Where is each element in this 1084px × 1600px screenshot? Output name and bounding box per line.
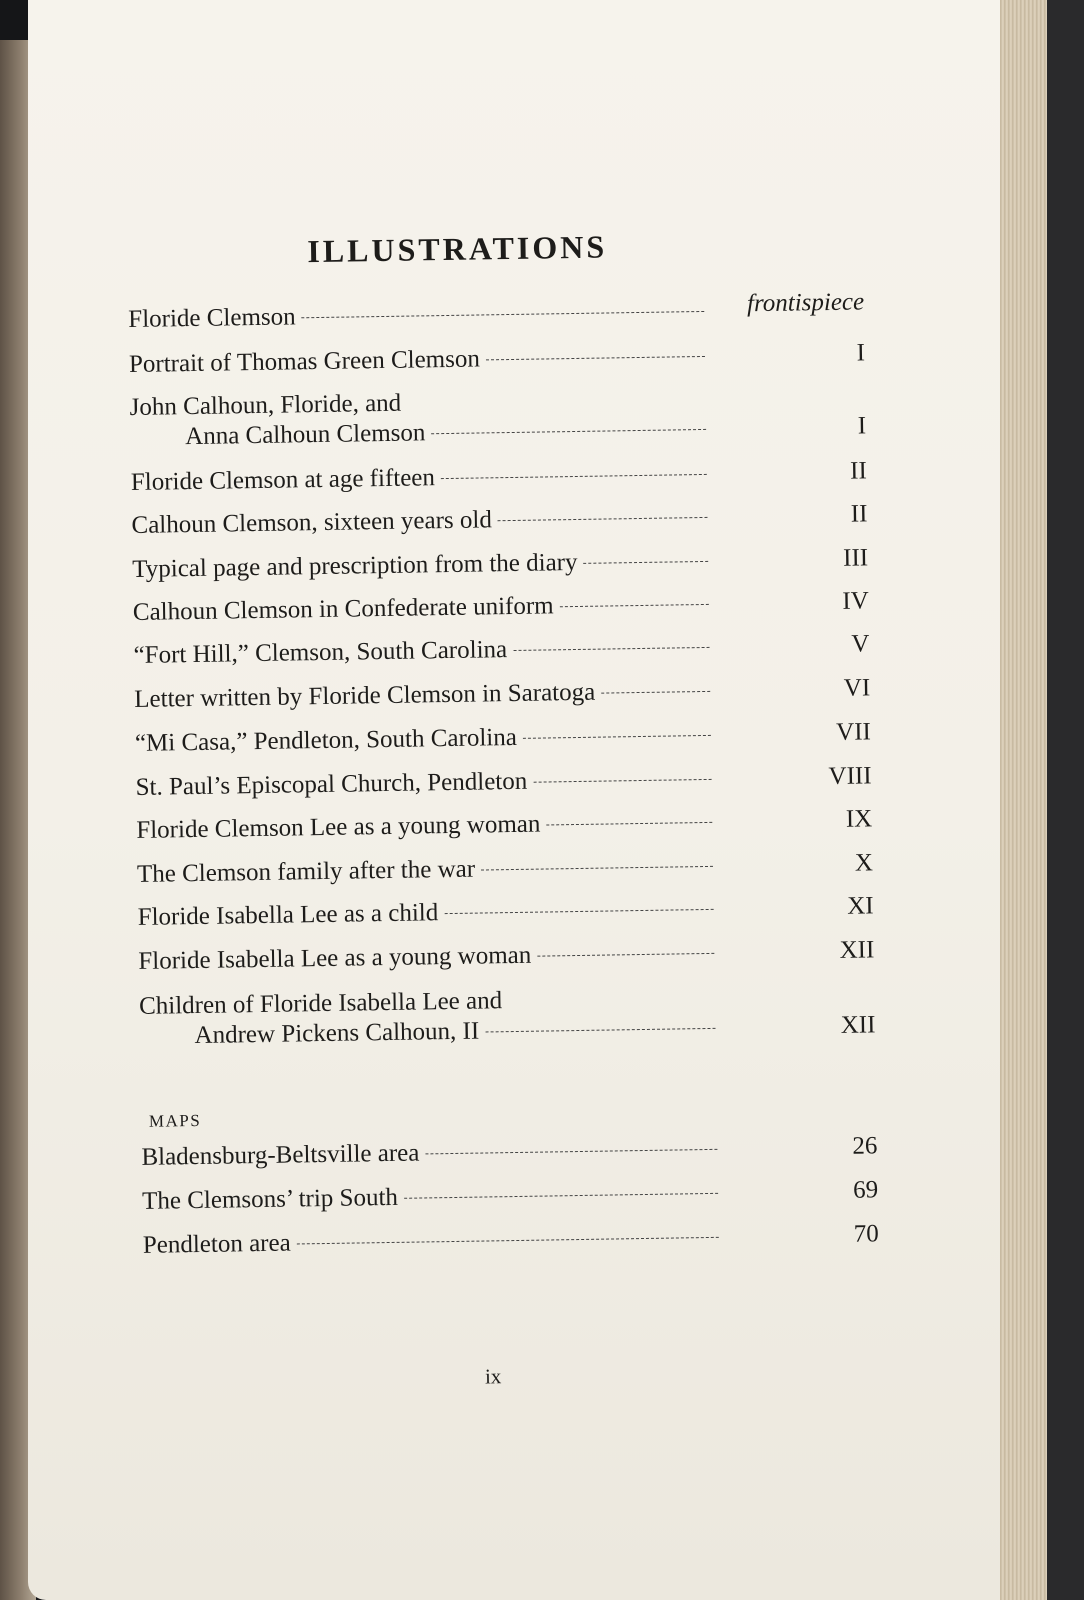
- entry-title: Portrait of Thomas Green Clemson: [128, 345, 481, 378]
- entry-line: [136, 804, 872, 846]
- dot-leader: [425, 1149, 717, 1155]
- illustration-entry: [137, 848, 873, 890]
- entry-title: Floride Clemson at age fifteen: [130, 464, 436, 496]
- entry-page-number: II: [849, 457, 867, 485]
- illustration-entry: [133, 586, 869, 628]
- entry-page-number: I: [856, 339, 866, 367]
- entry-line: [137, 891, 873, 933]
- book-page: [28, 0, 1000, 1600]
- background-edge: [1047, 0, 1084, 1600]
- illustration-entry: [135, 717, 871, 759]
- entry-title: Calhoun Clemson, sixteen years old: [131, 506, 493, 539]
- entry-page-number: IV: [842, 587, 870, 615]
- entry-line: [133, 629, 869, 671]
- illustration-entry: [138, 935, 874, 977]
- entry-page-number: XII: [839, 936, 875, 964]
- page-title: ILLUSTRATIONS: [307, 228, 608, 270]
- dot-leader: [404, 1193, 718, 1199]
- entry-page-number: VIII: [828, 762, 872, 791]
- entry-line: [137, 848, 873, 890]
- dot-leader: [444, 909, 713, 914]
- entry-line: [141, 1131, 877, 1173]
- entry-line: [129, 338, 865, 380]
- illustration-entry: [128, 288, 865, 335]
- entry-title: Letter written by Floride Clemson in Saratoga: [134, 678, 596, 713]
- entry-title: Typical page and prescription from the diary: [132, 548, 578, 583]
- entry-line: [143, 1219, 879, 1261]
- illustration-entry: [129, 338, 865, 380]
- entry-title: Floride Clemson Lee as a young woman: [136, 810, 541, 844]
- illustration-entry: [136, 804, 872, 846]
- entry-title: Floride Isabella Lee as a child: [137, 899, 439, 931]
- entry-title: St. Paul’s Episcopal Church, Pendleton: [135, 767, 528, 801]
- dot-leader: [513, 647, 709, 651]
- entry-line: [135, 761, 871, 803]
- entry-page-number: 70: [853, 1220, 879, 1248]
- dot-leader: [485, 1028, 715, 1033]
- entry-page-number: IX: [845, 805, 873, 833]
- entry-page-number: 69: [852, 1176, 879, 1204]
- entry-page-number: VII: [835, 718, 872, 746]
- map-entry: [141, 1131, 877, 1173]
- entry-title: Floride Isabella Lee as a young woman: [138, 941, 532, 975]
- entry-line: [133, 586, 869, 628]
- entry-title: Calhoun Clemson in Confederate uniform: [132, 592, 554, 626]
- dot-leader: [297, 1237, 719, 1245]
- map-entry: [143, 1219, 879, 1261]
- entry-page-number: frontispiece: [746, 288, 865, 318]
- map-entry: [142, 1175, 878, 1217]
- illustration-entry: [137, 891, 873, 933]
- entry-title: Floride Clemson: [128, 303, 296, 333]
- dot-leader: [441, 474, 707, 479]
- dot-leader: [583, 561, 708, 564]
- dot-leader: [498, 517, 708, 521]
- entry-title: “Fort Hill,” Clemson, South Carolina: [133, 636, 508, 669]
- dot-leader: [560, 604, 709, 607]
- entry-page-number: X: [854, 849, 874, 877]
- dot-leader: [302, 311, 705, 318]
- dot-leader: [533, 779, 711, 783]
- dot-leader: [546, 822, 712, 826]
- illustration-entry: [131, 499, 867, 541]
- entry-page-number: XI: [847, 892, 874, 920]
- entry-title: John Calhoun, Floride, and: [129, 389, 402, 421]
- entry-title: Andrew Pickens Calhoun, II: [194, 1017, 480, 1050]
- entry-page-number: V: [851, 630, 870, 658]
- entry-line: [132, 543, 868, 585]
- entry-line: [134, 673, 870, 715]
- entry-title: Bladensburg-Beltsville area: [141, 1139, 420, 1171]
- illustration-entry: [133, 629, 869, 671]
- dot-leader: [431, 429, 706, 434]
- entry-title: The Clemson family after the war: [136, 855, 476, 888]
- entry-line: [138, 935, 874, 977]
- entry-page-number: 26: [852, 1132, 878, 1160]
- illustration-entry: [129, 381, 866, 453]
- entry-line: [131, 456, 867, 498]
- entry-page-number: I: [857, 412, 867, 440]
- illustration-entry: [134, 673, 870, 715]
- entry-line: [135, 717, 871, 759]
- entry-title: Children of Floride Isabella Lee and: [138, 987, 503, 1020]
- dot-leader: [601, 691, 710, 694]
- illustration-entry: [139, 980, 876, 1052]
- entry-title: The Clemsons’ trip South: [141, 1183, 399, 1215]
- entry-page-number: II: [850, 500, 868, 528]
- entry-page-number: VI: [843, 674, 871, 702]
- page-content: [123, 0, 892, 1600]
- dot-leader: [486, 356, 705, 360]
- entry-title: Pendleton area: [142, 1229, 291, 1259]
- illustration-entry: [132, 543, 868, 585]
- illustration-entry: [131, 456, 867, 498]
- entry-page-number: XII: [840, 1011, 876, 1039]
- entry-page-number: III: [842, 544, 869, 572]
- entry-line: [142, 1175, 878, 1217]
- page-number: ix: [484, 1364, 502, 1389]
- dot-leader: [481, 866, 713, 871]
- illustration-entry: [135, 761, 871, 803]
- entry-title: “Mi Casa,” Pendleton, South Carolina: [134, 723, 518, 757]
- dot-leader: [523, 735, 711, 739]
- entry-line: [131, 499, 867, 541]
- entry-title: Anna Calhoun Clemson: [184, 419, 426, 451]
- maps-heading: MAPS: [148, 1110, 202, 1131]
- dot-leader: [537, 953, 714, 957]
